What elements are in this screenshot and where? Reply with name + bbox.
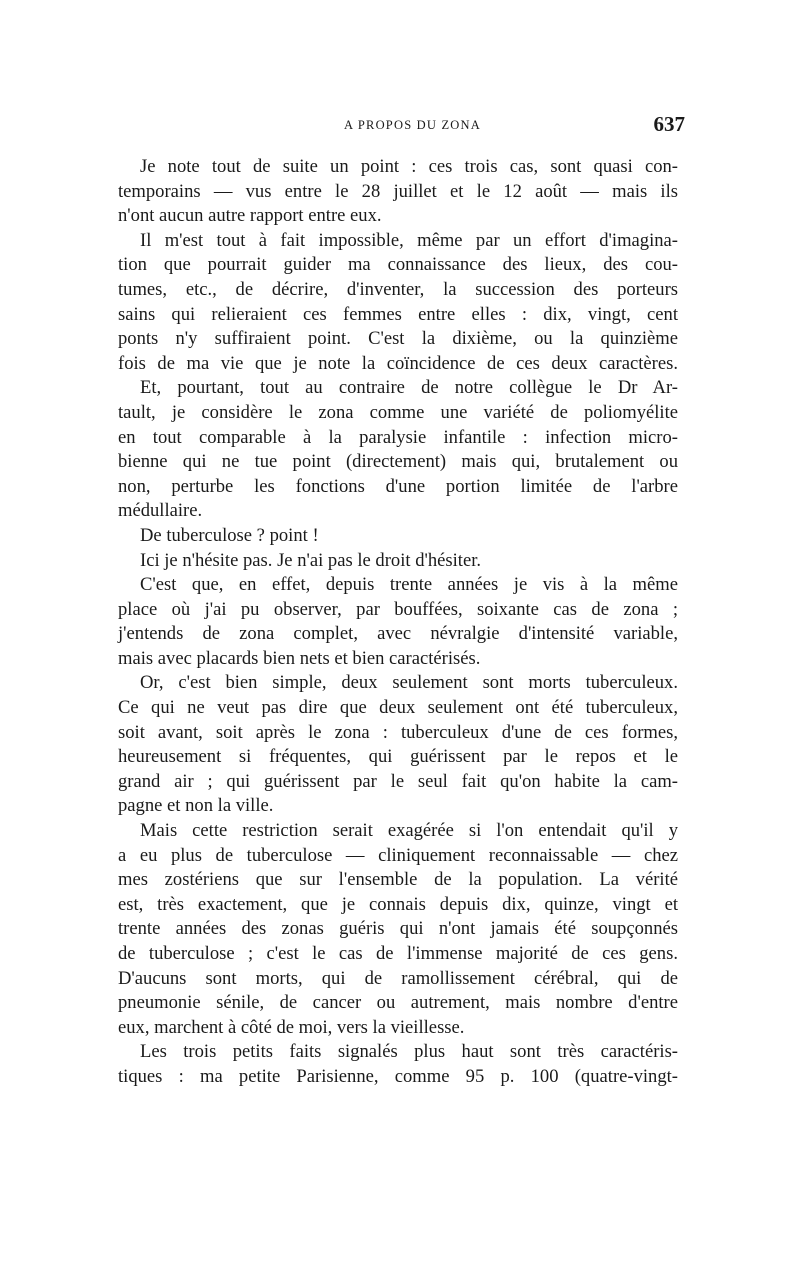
text-line: bienne qui ne tue point (directement) mais qui, brutalement ou — [118, 451, 678, 473]
text-line: tion que pourrait guider ma connaissance des lieux, des cou- — [118, 254, 678, 276]
text-line: pagne et non la ville. — [118, 795, 274, 817]
text-line: Je note tout de suite un point : ces trois cas, sont quasi con- — [140, 156, 678, 177]
text-line: n'ont aucun autre rapport entre eux. — [118, 205, 382, 227]
text-line: Mais cette restriction serait exagérée si l'on entendait qu'il y — [140, 820, 678, 842]
text-line: Il m'est tout à fait impossible, même par un effort d'imagina- — [140, 229, 678, 251]
text-line: temporains — vus entre le 28 juillet et le 12 août — mais ils — [118, 180, 678, 202]
text-line: de tuberculose ; c'est le cas de l'immense majorité de ces gens. — [118, 943, 678, 964]
text-line: en tout comparable à la paralysie infantile : infection micro- — [118, 426, 678, 448]
text-line: De tuberculose ? point ! — [140, 524, 319, 546]
text-line: ponts n'y suffiraient point. C'est la dixième, ou la quinzième — [118, 328, 678, 350]
text-line: sains qui relieraient ces femmes entre elles : dix, vingt, cent — [118, 303, 678, 325]
text-line: heureusement si fréquentes, qui guérissent par le repos et le — [118, 746, 678, 768]
text-line: Ici je n'hésite pas. Je n'ai pas le droit d'hésiter. — [140, 549, 482, 571]
text-line: j'entends de zona complet, avec névralgie d'intensité variable, — [118, 623, 678, 645]
text-line: Et, pourtant, tout au contraire de notre collègue le Dr Ar- — [140, 377, 678, 399]
body-text — [118, 155, 678, 1090]
text-line: médullaire. — [118, 500, 203, 522]
text-line: pneumonie sénile, de cancer ou autrement, mais nombre d'entre — [118, 992, 678, 1014]
text-line: Les trois petits faits signalés plus haut sont très caractéris- — [140, 1041, 678, 1063]
page-number: 637 — [653, 112, 685, 136]
text-line: C'est que, en effet, depuis trente années je vis à la même — [140, 574, 678, 596]
text-line: mes zostériens que sur l'ensemble de la population. La vérité — [118, 869, 678, 891]
text-line: grand air ; qui guérissent par le seul fait qu'on habite la cam- — [118, 770, 678, 792]
text-line: trente années des zonas guéris qui n'ont jamais été soupçonnés — [118, 918, 678, 940]
text-line: fois de ma vie que je note la coïncidence de ces deux caractères. — [118, 352, 678, 374]
text-line: place où j'ai pu observer, par bouffées, soixante cas de zona ; — [118, 598, 678, 620]
running-title: A PROPOS DU ZONA — [344, 118, 481, 132]
text-line: Ce qui ne veut pas dire que deux seulement ont été tuberculeux, — [118, 697, 678, 719]
text-line: a eu plus de tuberculose — cliniquement reconnaissable — chez — [118, 844, 678, 866]
text-line: mais avec placards bien nets et bien caractérisés. — [118, 647, 481, 669]
text-line: tumes, etc., de décrire, d'inventer, la succession des porteurs — [118, 278, 678, 300]
text-line: eux, marchent à côté de moi, vers la vieillesse. — [118, 1016, 465, 1038]
text-line: soit avant, soit après le zona : tuberculeux d'une de ces formes, — [118, 721, 678, 743]
text-line: tiques : ma petite Parisienne, comme 95 p. 100 (quatre-vingt- — [118, 1065, 678, 1087]
text-line: tault, je considère le zona comme une variété de poliomyélite — [118, 401, 678, 423]
text-line: D'aucuns sont morts, qui de ramollissement cérébral, qui de — [118, 967, 678, 989]
page-header — [140, 112, 685, 138]
text-line: est, très exactement, que je connais depuis dix, quinze, vingt et — [118, 893, 678, 915]
text-line: non, perturbe les fonctions d'une portion limitée de l'arbre — [118, 475, 678, 497]
text-line: Or, c'est bien simple, deux seulement sont morts tuberculeux. — [140, 672, 678, 694]
